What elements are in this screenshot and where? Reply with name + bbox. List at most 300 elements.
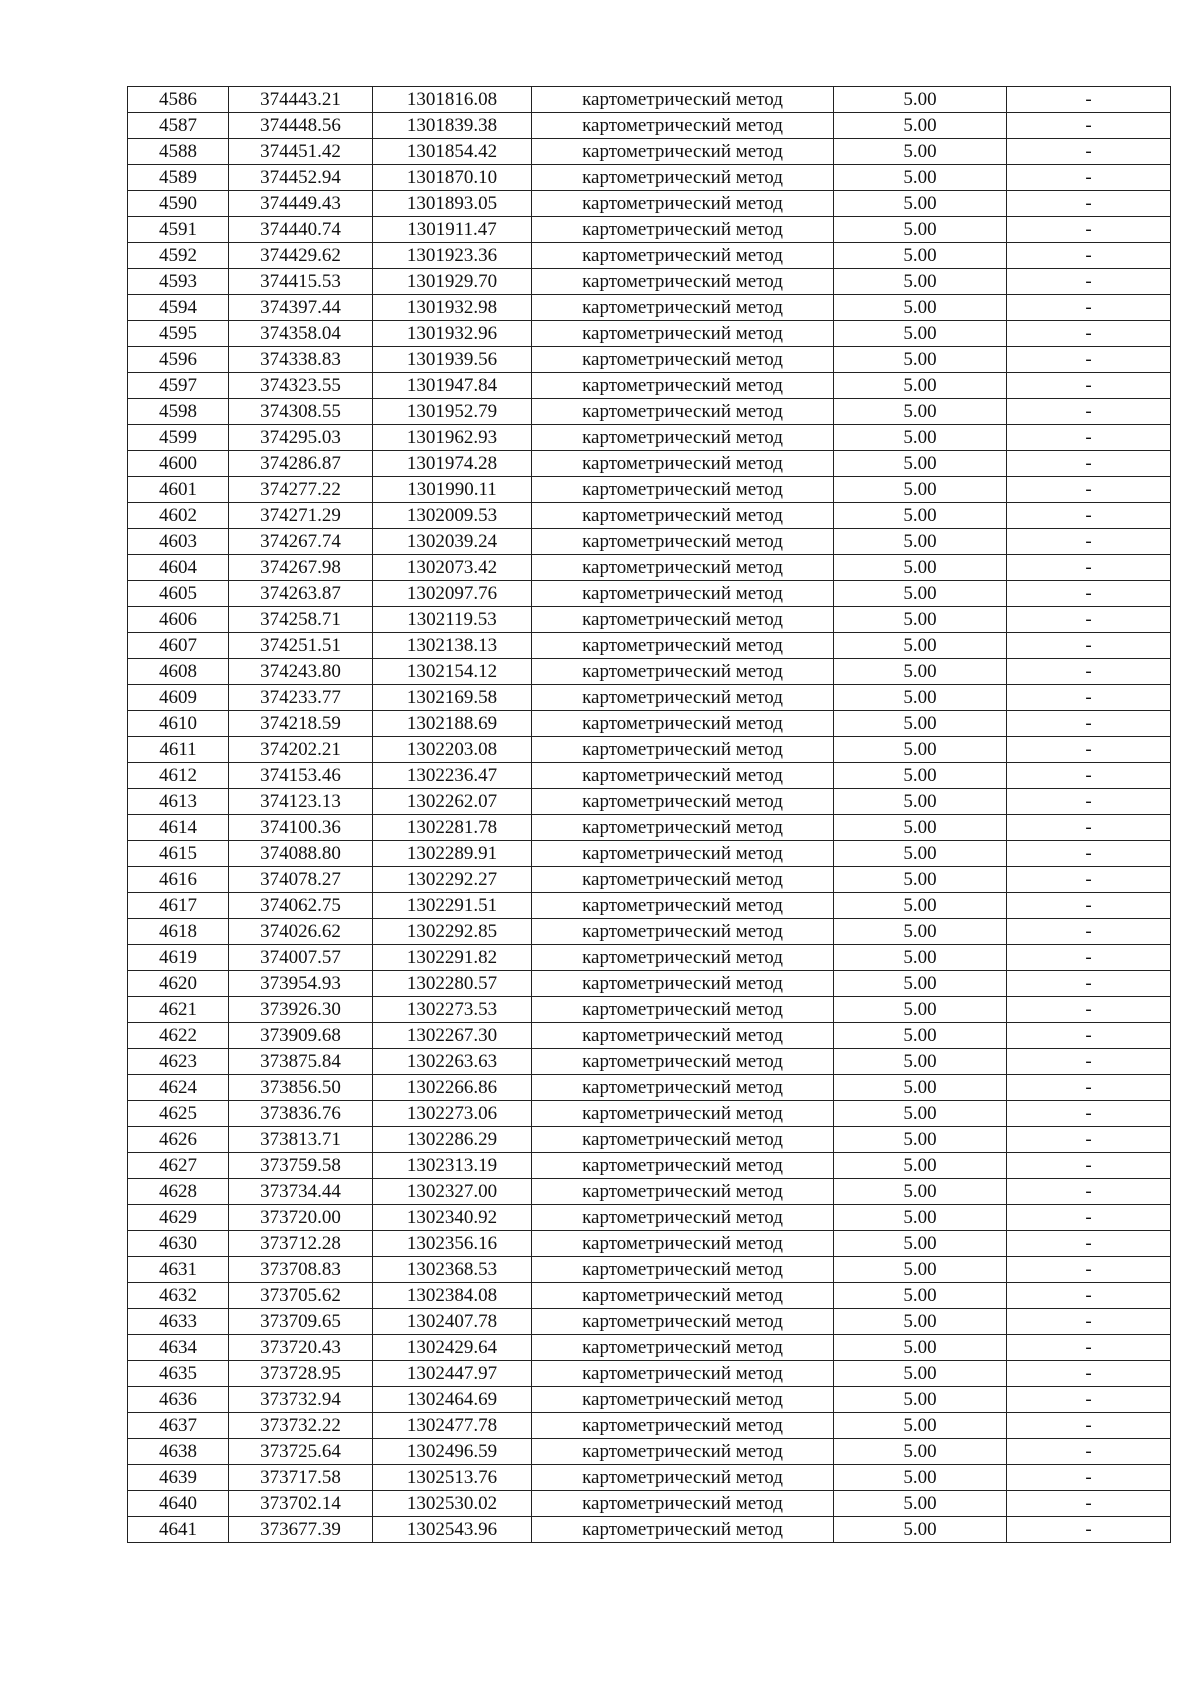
- point-number-cell: 4621: [128, 997, 229, 1023]
- point-number-cell: 4617: [128, 893, 229, 919]
- x-coordinate-cell: 374267.74: [229, 529, 373, 555]
- method-cell: картометрический метод: [532, 1439, 834, 1465]
- table-row: [128, 1231, 1171, 1257]
- point-number-cell: 4629: [128, 1205, 229, 1231]
- table-row: [128, 1049, 1171, 1075]
- accuracy-cell: 5.00: [834, 581, 1007, 607]
- table-row: [128, 581, 1171, 607]
- y-coordinate-cell: 1302513.76: [373, 1465, 532, 1491]
- method-cell: картометрический метод: [532, 711, 834, 737]
- y-coordinate-cell: 1302313.19: [373, 1153, 532, 1179]
- method-cell: картометрический метод: [532, 1049, 834, 1075]
- method-cell: картометрический метод: [532, 165, 834, 191]
- x-coordinate-cell: 374286.87: [229, 451, 373, 477]
- accuracy-cell: 5.00: [834, 1361, 1007, 1387]
- description-cell: -: [1007, 1205, 1171, 1231]
- method-cell: картометрический метод: [532, 1361, 834, 1387]
- point-number-cell: 4600: [128, 451, 229, 477]
- point-number-cell: 4632: [128, 1283, 229, 1309]
- table-row: [128, 1179, 1171, 1205]
- x-coordinate-cell: 373732.94: [229, 1387, 373, 1413]
- method-cell: картометрический метод: [532, 607, 834, 633]
- x-coordinate-cell: 373836.76: [229, 1101, 373, 1127]
- y-coordinate-cell: 1302273.53: [373, 997, 532, 1023]
- accuracy-cell: 5.00: [834, 503, 1007, 529]
- method-cell: картометрический метод: [532, 1387, 834, 1413]
- description-cell: -: [1007, 711, 1171, 737]
- point-number-cell: 4637: [128, 1413, 229, 1439]
- method-cell: картометрический метод: [532, 295, 834, 321]
- accuracy-cell: 5.00: [834, 555, 1007, 581]
- accuracy-cell: 5.00: [834, 867, 1007, 893]
- description-cell: -: [1007, 477, 1171, 503]
- x-coordinate-cell: 374251.51: [229, 633, 373, 659]
- point-number-cell: 4601: [128, 477, 229, 503]
- point-number-cell: 4595: [128, 321, 229, 347]
- accuracy-cell: 5.00: [834, 529, 1007, 555]
- point-number-cell: 4592: [128, 243, 229, 269]
- point-number-cell: 4623: [128, 1049, 229, 1075]
- description-cell: -: [1007, 1023, 1171, 1049]
- description-cell: -: [1007, 1101, 1171, 1127]
- x-coordinate-cell: 373813.71: [229, 1127, 373, 1153]
- accuracy-cell: 5.00: [834, 477, 1007, 503]
- point-number-cell: 4588: [128, 139, 229, 165]
- method-cell: картометрический метод: [532, 1335, 834, 1361]
- table-row: [128, 1413, 1171, 1439]
- table-row: [128, 633, 1171, 659]
- point-number-cell: 4596: [128, 347, 229, 373]
- x-coordinate-cell: 374358.04: [229, 321, 373, 347]
- x-coordinate-cell: 373875.84: [229, 1049, 373, 1075]
- point-number-cell: 4614: [128, 815, 229, 841]
- point-number-cell: 4633: [128, 1309, 229, 1335]
- y-coordinate-cell: 1301911.47: [373, 217, 532, 243]
- y-coordinate-cell: 1302262.07: [373, 789, 532, 815]
- y-coordinate-cell: 1302327.00: [373, 1179, 532, 1205]
- accuracy-cell: 5.00: [834, 1387, 1007, 1413]
- method-cell: картометрический метод: [532, 529, 834, 555]
- point-number-cell: 4620: [128, 971, 229, 997]
- accuracy-cell: 5.00: [834, 1283, 1007, 1309]
- method-cell: картометрический метод: [532, 1257, 834, 1283]
- x-coordinate-cell: 373717.58: [229, 1465, 373, 1491]
- accuracy-cell: 5.00: [834, 919, 1007, 945]
- description-cell: -: [1007, 269, 1171, 295]
- point-number-cell: 4615: [128, 841, 229, 867]
- table-row: [128, 113, 1171, 139]
- description-cell: -: [1007, 1283, 1171, 1309]
- table-row: [128, 763, 1171, 789]
- accuracy-cell: 5.00: [834, 971, 1007, 997]
- description-cell: -: [1007, 1491, 1171, 1517]
- point-number-cell: 4602: [128, 503, 229, 529]
- accuracy-cell: 5.00: [834, 1517, 1007, 1543]
- x-coordinate-cell: 374202.21: [229, 737, 373, 763]
- y-coordinate-cell: 1302356.16: [373, 1231, 532, 1257]
- method-cell: картометрический метод: [532, 1127, 834, 1153]
- accuracy-cell: 5.00: [834, 1335, 1007, 1361]
- description-cell: -: [1007, 1257, 1171, 1283]
- accuracy-cell: 5.00: [834, 893, 1007, 919]
- table-row: [128, 1517, 1171, 1543]
- point-number-cell: 4616: [128, 867, 229, 893]
- point-number-cell: 4605: [128, 581, 229, 607]
- accuracy-cell: 5.00: [834, 1101, 1007, 1127]
- accuracy-cell: 5.00: [834, 1179, 1007, 1205]
- y-coordinate-cell: 1302292.27: [373, 867, 532, 893]
- point-number-cell: 4604: [128, 555, 229, 581]
- table-row: [128, 789, 1171, 815]
- coordinates-table-body: [128, 87, 1171, 1543]
- x-coordinate-cell: 374452.94: [229, 165, 373, 191]
- point-number-cell: 4590: [128, 191, 229, 217]
- description-cell: -: [1007, 1231, 1171, 1257]
- x-coordinate-cell: 374062.75: [229, 893, 373, 919]
- point-number-cell: 4619: [128, 945, 229, 971]
- table-row: [128, 373, 1171, 399]
- point-number-cell: 4603: [128, 529, 229, 555]
- point-number-cell: 4638: [128, 1439, 229, 1465]
- method-cell: картометрический метод: [532, 763, 834, 789]
- accuracy-cell: 5.00: [834, 269, 1007, 295]
- description-cell: -: [1007, 1049, 1171, 1075]
- x-coordinate-cell: 374415.53: [229, 269, 373, 295]
- x-coordinate-cell: 374295.03: [229, 425, 373, 451]
- method-cell: картометрический метод: [532, 269, 834, 295]
- method-cell: картометрический метод: [532, 867, 834, 893]
- accuracy-cell: 5.00: [834, 1465, 1007, 1491]
- table-row: [128, 321, 1171, 347]
- description-cell: -: [1007, 139, 1171, 165]
- point-number-cell: 4639: [128, 1465, 229, 1491]
- x-coordinate-cell: 374440.74: [229, 217, 373, 243]
- method-cell: картометрический метод: [532, 399, 834, 425]
- accuracy-cell: 5.00: [834, 659, 1007, 685]
- accuracy-cell: 5.00: [834, 737, 1007, 763]
- description-cell: -: [1007, 685, 1171, 711]
- y-coordinate-cell: 1302266.86: [373, 1075, 532, 1101]
- description-cell: -: [1007, 581, 1171, 607]
- description-cell: -: [1007, 737, 1171, 763]
- x-coordinate-cell: 373677.39: [229, 1517, 373, 1543]
- x-coordinate-cell: 374026.62: [229, 919, 373, 945]
- x-coordinate-cell: 374271.29: [229, 503, 373, 529]
- x-coordinate-cell: 373712.28: [229, 1231, 373, 1257]
- point-number-cell: 4607: [128, 633, 229, 659]
- description-cell: -: [1007, 1361, 1171, 1387]
- x-coordinate-cell: 374233.77: [229, 685, 373, 711]
- method-cell: картометрический метод: [532, 217, 834, 243]
- table-row: [128, 1361, 1171, 1387]
- method-cell: картометрический метод: [532, 1465, 834, 1491]
- table-row: [128, 659, 1171, 685]
- accuracy-cell: 5.00: [834, 321, 1007, 347]
- description-cell: -: [1007, 321, 1171, 347]
- table-row: [128, 919, 1171, 945]
- x-coordinate-cell: 373728.95: [229, 1361, 373, 1387]
- accuracy-cell: 5.00: [834, 1205, 1007, 1231]
- accuracy-cell: 5.00: [834, 607, 1007, 633]
- accuracy-cell: 5.00: [834, 633, 1007, 659]
- y-coordinate-cell: 1302340.92: [373, 1205, 532, 1231]
- table-row: [128, 1465, 1171, 1491]
- x-coordinate-cell: 373708.83: [229, 1257, 373, 1283]
- table-row: [128, 1283, 1171, 1309]
- method-cell: картометрический метод: [532, 815, 834, 841]
- description-cell: -: [1007, 1335, 1171, 1361]
- table-row: [128, 841, 1171, 867]
- description-cell: -: [1007, 1179, 1171, 1205]
- method-cell: картометрический метод: [532, 789, 834, 815]
- table-row: [128, 295, 1171, 321]
- y-coordinate-cell: 1301932.96: [373, 321, 532, 347]
- x-coordinate-cell: 373725.64: [229, 1439, 373, 1465]
- x-coordinate-cell: 373734.44: [229, 1179, 373, 1205]
- point-number-cell: 4613: [128, 789, 229, 815]
- y-coordinate-cell: 1302280.57: [373, 971, 532, 997]
- accuracy-cell: 5.00: [834, 1023, 1007, 1049]
- accuracy-cell: 5.00: [834, 399, 1007, 425]
- x-coordinate-cell: 374429.62: [229, 243, 373, 269]
- x-coordinate-cell: 373926.30: [229, 997, 373, 1023]
- table-row: [128, 1335, 1171, 1361]
- x-coordinate-cell: 374451.42: [229, 139, 373, 165]
- y-coordinate-cell: 1302543.96: [373, 1517, 532, 1543]
- table-row: [128, 529, 1171, 555]
- point-number-cell: 4586: [128, 87, 229, 113]
- point-number-cell: 4628: [128, 1179, 229, 1205]
- description-cell: -: [1007, 789, 1171, 815]
- y-coordinate-cell: 1301870.10: [373, 165, 532, 191]
- y-coordinate-cell: 1301932.98: [373, 295, 532, 321]
- method-cell: картометрический метод: [532, 1491, 834, 1517]
- description-cell: -: [1007, 815, 1171, 841]
- y-coordinate-cell: 1302407.78: [373, 1309, 532, 1335]
- x-coordinate-cell: 374088.80: [229, 841, 373, 867]
- x-coordinate-cell: 374338.83: [229, 347, 373, 373]
- accuracy-cell: 5.00: [834, 243, 1007, 269]
- x-coordinate-cell: 373954.93: [229, 971, 373, 997]
- x-coordinate-cell: 374243.80: [229, 659, 373, 685]
- point-number-cell: 4612: [128, 763, 229, 789]
- point-number-cell: 4599: [128, 425, 229, 451]
- point-number-cell: 4597: [128, 373, 229, 399]
- description-cell: -: [1007, 945, 1171, 971]
- y-coordinate-cell: 1301974.28: [373, 451, 532, 477]
- table-row: [128, 1101, 1171, 1127]
- description-cell: -: [1007, 87, 1171, 113]
- x-coordinate-cell: 373759.58: [229, 1153, 373, 1179]
- y-coordinate-cell: 1302073.42: [373, 555, 532, 581]
- description-cell: -: [1007, 867, 1171, 893]
- description-cell: -: [1007, 529, 1171, 555]
- y-coordinate-cell: 1302203.08: [373, 737, 532, 763]
- method-cell: картометрический метод: [532, 139, 834, 165]
- point-number-cell: 4631: [128, 1257, 229, 1283]
- accuracy-cell: 5.00: [834, 451, 1007, 477]
- point-number-cell: 4608: [128, 659, 229, 685]
- y-coordinate-cell: 1302097.76: [373, 581, 532, 607]
- table-row: [128, 607, 1171, 633]
- table-row: [128, 997, 1171, 1023]
- accuracy-cell: 5.00: [834, 685, 1007, 711]
- table-row: [128, 425, 1171, 451]
- x-coordinate-cell: 374443.21: [229, 87, 373, 113]
- accuracy-cell: 5.00: [834, 191, 1007, 217]
- point-number-cell: 4640: [128, 1491, 229, 1517]
- table-row: [128, 1491, 1171, 1517]
- x-coordinate-cell: 374448.56: [229, 113, 373, 139]
- point-number-cell: 4598: [128, 399, 229, 425]
- accuracy-cell: 5.00: [834, 1231, 1007, 1257]
- method-cell: картометрический метод: [532, 919, 834, 945]
- x-coordinate-cell: 374267.98: [229, 555, 373, 581]
- table-row: [128, 451, 1171, 477]
- description-cell: -: [1007, 1309, 1171, 1335]
- x-coordinate-cell: 374397.44: [229, 295, 373, 321]
- y-coordinate-cell: 1301939.56: [373, 347, 532, 373]
- method-cell: картометрический метод: [532, 477, 834, 503]
- x-coordinate-cell: 373909.68: [229, 1023, 373, 1049]
- y-coordinate-cell: 1302384.08: [373, 1283, 532, 1309]
- description-cell: -: [1007, 113, 1171, 139]
- table-row: [128, 815, 1171, 841]
- accuracy-cell: 5.00: [834, 1439, 1007, 1465]
- description-cell: -: [1007, 1387, 1171, 1413]
- y-coordinate-cell: 1301923.36: [373, 243, 532, 269]
- accuracy-cell: 5.00: [834, 165, 1007, 191]
- coordinates-table: [127, 86, 1171, 1543]
- table-row: [128, 503, 1171, 529]
- method-cell: картометрический метод: [532, 737, 834, 763]
- point-number-cell: 4627: [128, 1153, 229, 1179]
- accuracy-cell: 5.00: [834, 1257, 1007, 1283]
- table-row: [128, 1153, 1171, 1179]
- y-coordinate-cell: 1302368.53: [373, 1257, 532, 1283]
- y-coordinate-cell: 1301962.93: [373, 425, 532, 451]
- description-cell: -: [1007, 659, 1171, 685]
- description-cell: -: [1007, 997, 1171, 1023]
- method-cell: картометрический метод: [532, 243, 834, 269]
- point-number-cell: 4587: [128, 113, 229, 139]
- x-coordinate-cell: 374100.36: [229, 815, 373, 841]
- x-coordinate-cell: 374277.22: [229, 477, 373, 503]
- y-coordinate-cell: 1302286.29: [373, 1127, 532, 1153]
- x-coordinate-cell: 373720.00: [229, 1205, 373, 1231]
- y-coordinate-cell: 1302138.13: [373, 633, 532, 659]
- point-number-cell: 4610: [128, 711, 229, 737]
- accuracy-cell: 5.00: [834, 815, 1007, 841]
- y-coordinate-cell: 1302291.82: [373, 945, 532, 971]
- y-coordinate-cell: 1302447.97: [373, 1361, 532, 1387]
- table-row: [128, 243, 1171, 269]
- method-cell: картометрический метод: [532, 997, 834, 1023]
- description-cell: -: [1007, 633, 1171, 659]
- point-number-cell: 4630: [128, 1231, 229, 1257]
- table-row: [128, 711, 1171, 737]
- description-cell: -: [1007, 841, 1171, 867]
- point-number-cell: 4624: [128, 1075, 229, 1101]
- point-number-cell: 4625: [128, 1101, 229, 1127]
- table-row: [128, 945, 1171, 971]
- method-cell: картометрический метод: [532, 555, 834, 581]
- description-cell: -: [1007, 763, 1171, 789]
- y-coordinate-cell: 1302464.69: [373, 1387, 532, 1413]
- description-cell: -: [1007, 503, 1171, 529]
- table-row: [128, 685, 1171, 711]
- method-cell: картометрический метод: [532, 1179, 834, 1205]
- table-row: [128, 139, 1171, 165]
- table-row: [128, 1205, 1171, 1231]
- x-coordinate-cell: 373856.50: [229, 1075, 373, 1101]
- x-coordinate-cell: 374153.46: [229, 763, 373, 789]
- table-row: [128, 1075, 1171, 1101]
- method-cell: картометрический метод: [532, 1153, 834, 1179]
- y-coordinate-cell: 1301854.42: [373, 139, 532, 165]
- description-cell: -: [1007, 425, 1171, 451]
- y-coordinate-cell: 1302496.59: [373, 1439, 532, 1465]
- method-cell: картометрический метод: [532, 945, 834, 971]
- y-coordinate-cell: 1302289.91: [373, 841, 532, 867]
- point-number-cell: 4593: [128, 269, 229, 295]
- table-row: [128, 347, 1171, 373]
- point-number-cell: 4589: [128, 165, 229, 191]
- method-cell: картометрический метод: [532, 1023, 834, 1049]
- x-coordinate-cell: 373732.22: [229, 1413, 373, 1439]
- description-cell: -: [1007, 1413, 1171, 1439]
- method-cell: картометрический метод: [532, 1413, 834, 1439]
- method-cell: картометрический метод: [532, 1517, 834, 1543]
- table-row: [128, 867, 1171, 893]
- description-cell: -: [1007, 347, 1171, 373]
- description-cell: -: [1007, 1517, 1171, 1543]
- y-coordinate-cell: 1301816.08: [373, 87, 532, 113]
- table-row: [128, 399, 1171, 425]
- description-cell: -: [1007, 1153, 1171, 1179]
- method-cell: картометрический метод: [532, 321, 834, 347]
- y-coordinate-cell: 1302119.53: [373, 607, 532, 633]
- y-coordinate-cell: 1301839.38: [373, 113, 532, 139]
- point-number-cell: 4634: [128, 1335, 229, 1361]
- description-cell: -: [1007, 555, 1171, 581]
- description-cell: -: [1007, 373, 1171, 399]
- method-cell: картометрический метод: [532, 451, 834, 477]
- accuracy-cell: 5.00: [834, 295, 1007, 321]
- table-row: [128, 555, 1171, 581]
- description-cell: -: [1007, 295, 1171, 321]
- y-coordinate-cell: 1301952.79: [373, 399, 532, 425]
- x-coordinate-cell: 374123.13: [229, 789, 373, 815]
- method-cell: картометрический метод: [532, 87, 834, 113]
- method-cell: картометрический метод: [532, 425, 834, 451]
- x-coordinate-cell: 374449.43: [229, 191, 373, 217]
- description-cell: -: [1007, 451, 1171, 477]
- document-page: [127, 86, 1170, 1543]
- accuracy-cell: 5.00: [834, 763, 1007, 789]
- table-row: [128, 737, 1171, 763]
- y-coordinate-cell: 1302154.12: [373, 659, 532, 685]
- table-row: [128, 1127, 1171, 1153]
- table-row: [128, 217, 1171, 243]
- point-number-cell: 4622: [128, 1023, 229, 1049]
- y-coordinate-cell: 1302291.51: [373, 893, 532, 919]
- table-row: [128, 87, 1171, 113]
- accuracy-cell: 5.00: [834, 113, 1007, 139]
- y-coordinate-cell: 1301929.70: [373, 269, 532, 295]
- method-cell: картометрический метод: [532, 1101, 834, 1127]
- x-coordinate-cell: 374258.71: [229, 607, 373, 633]
